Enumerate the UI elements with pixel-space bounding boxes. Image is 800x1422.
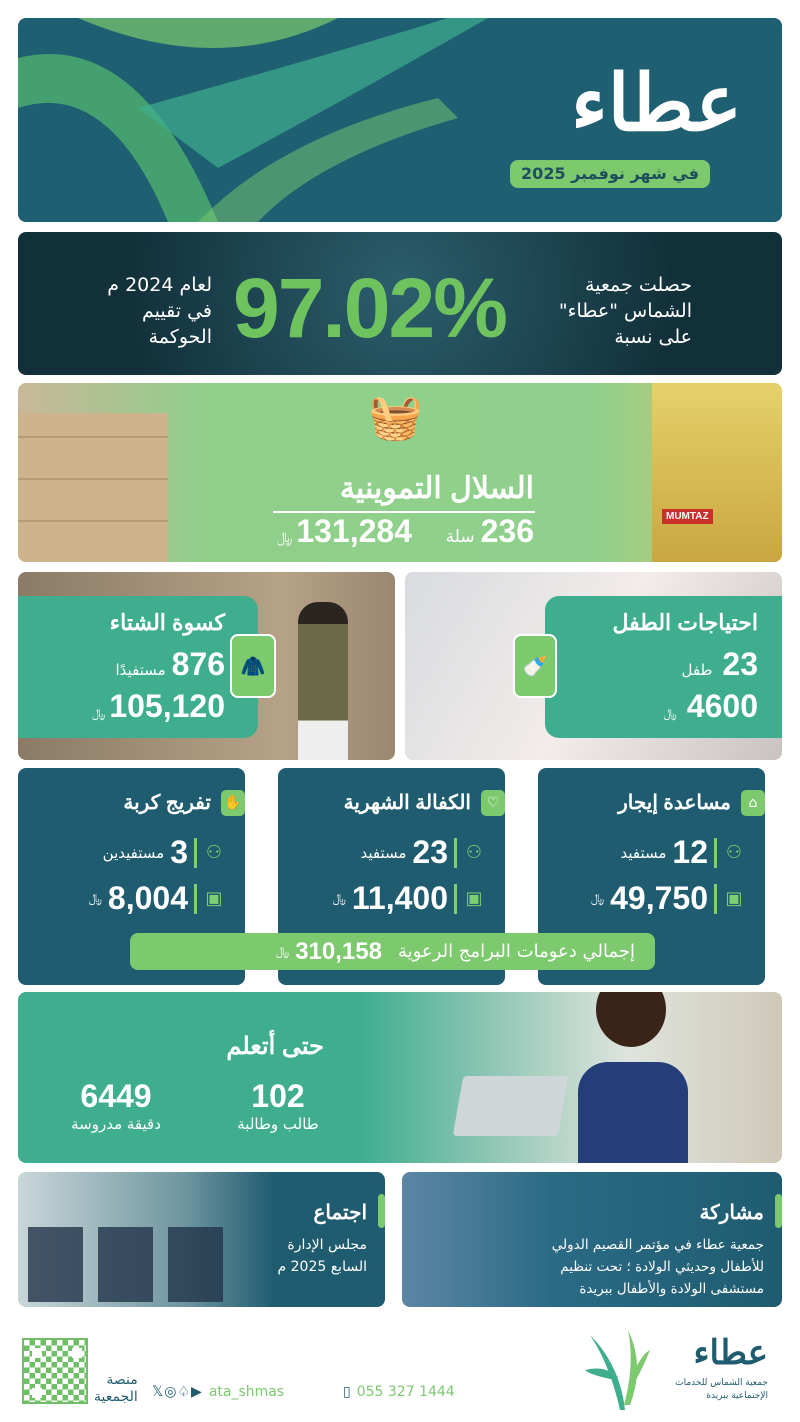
caring-hands-icon: ♡ — [481, 790, 505, 816]
phone-contact[interactable]: ▯ 055 327 1444 — [343, 1384, 455, 1400]
social-icons: 𝕏◎♤▶ — [152, 1384, 203, 1400]
meeting-card: اجتماع مجلس الإدارة السابع 2025 م — [18, 1172, 385, 1307]
child-needs-card: 🍼 احتياجات الطفل 23 طفل 4600 ﷼ — [405, 572, 782, 760]
baby-bouncer-icon: 🍼 — [513, 634, 557, 698]
qr-code[interactable] — [22, 1338, 88, 1404]
governance-right-text: حصلت جمعية الشماس "عطاء" على نسبة — [558, 274, 692, 348]
student-photo — [558, 992, 708, 1163]
house-icon: ⌂ — [741, 790, 765, 816]
program-card-relief: ✋ تفريج كربة ⚇ 3 مستفيدين ▣ 8,004 ﷼ — [18, 768, 245, 985]
person-icon: ⚇ — [205, 842, 223, 863]
jacket-icon: 🧥 — [230, 634, 276, 698]
learning-title: حتى أتعلم — [226, 1033, 324, 1060]
person-icon: ⚇ — [725, 842, 743, 863]
baskets-title: السلال التموينية — [339, 472, 534, 505]
programs-total-pill: إجمالي دعومات البرامج الرعوية 310,158 ﷼ — [130, 933, 655, 970]
laptop — [453, 1076, 569, 1136]
header-banner — [18, 18, 782, 222]
governance-left-text: لعام 2024 م في تقييم الحوكمة — [107, 274, 212, 348]
program-card-rent: ⌂ مساعدة إيجار ⚇ 12 مستفيد ▣ 49,750 ﷼ — [538, 768, 765, 985]
participation-card: مشاركة جمعية عطاء في مؤتمر القصيم الدولي للأطفال وحديثي الولادة ؛ تحت تنظيم مستشفى الولادة والأطفال ببريدة — [402, 1172, 782, 1307]
child-photo — [298, 602, 348, 760]
header-title: عطاء — [571, 59, 742, 147]
food-baskets-banner — [18, 383, 782, 562]
governance-banner — [18, 232, 782, 375]
governance-percent: 97.02% — [233, 261, 506, 355]
winter-clothing-card: 🧥 كسوة الشتاء 876 مستفيدًا 105,120 ﷼ — [18, 572, 395, 760]
social-contact[interactable]: 𝕏◎♤▶ ata_shmas — [152, 1384, 285, 1400]
month-pill: في شهر نوفمبر 2025 — [510, 160, 710, 188]
boxes-photo — [18, 413, 168, 562]
monitors-photo — [28, 1227, 238, 1302]
program-card-sponsorship: ♡ الكفالة الشهرية ⚇ 23 مستفيد ▣ 11,400 ﷼ — [278, 768, 505, 985]
basket-icon: 🧺 — [368, 392, 423, 443]
baskets-count: 236 سلة — [445, 513, 534, 549]
cash-icon: ▣ — [725, 888, 743, 909]
phone-icon: ▯ — [343, 1384, 351, 1400]
platform-label: منصة الجمعية — [94, 1372, 138, 1405]
person-icon: ⚇ — [465, 842, 483, 863]
child-title: احتياجات الطفل — [612, 610, 758, 635]
learning-card: حتى أتعلم 102 طالب وطالبة 6449 دقيقة مدروسة — [18, 992, 782, 1163]
footer-logo: عطاء جمعية الشماس للخدمات الإجتماعية ببريدة — [580, 1325, 780, 1410]
helping-hand-icon: ✋ — [221, 790, 245, 816]
baskets-amount: 131,284 ﷼ — [276, 513, 412, 549]
cash-icon: ▣ — [205, 888, 223, 909]
leaf-logo-icon — [580, 1325, 650, 1410]
winter-title: كسوة الشتاء — [109, 610, 225, 635]
groceries-photo: MUMTAZ — [652, 383, 782, 562]
cash-icon: ▣ — [465, 888, 483, 909]
